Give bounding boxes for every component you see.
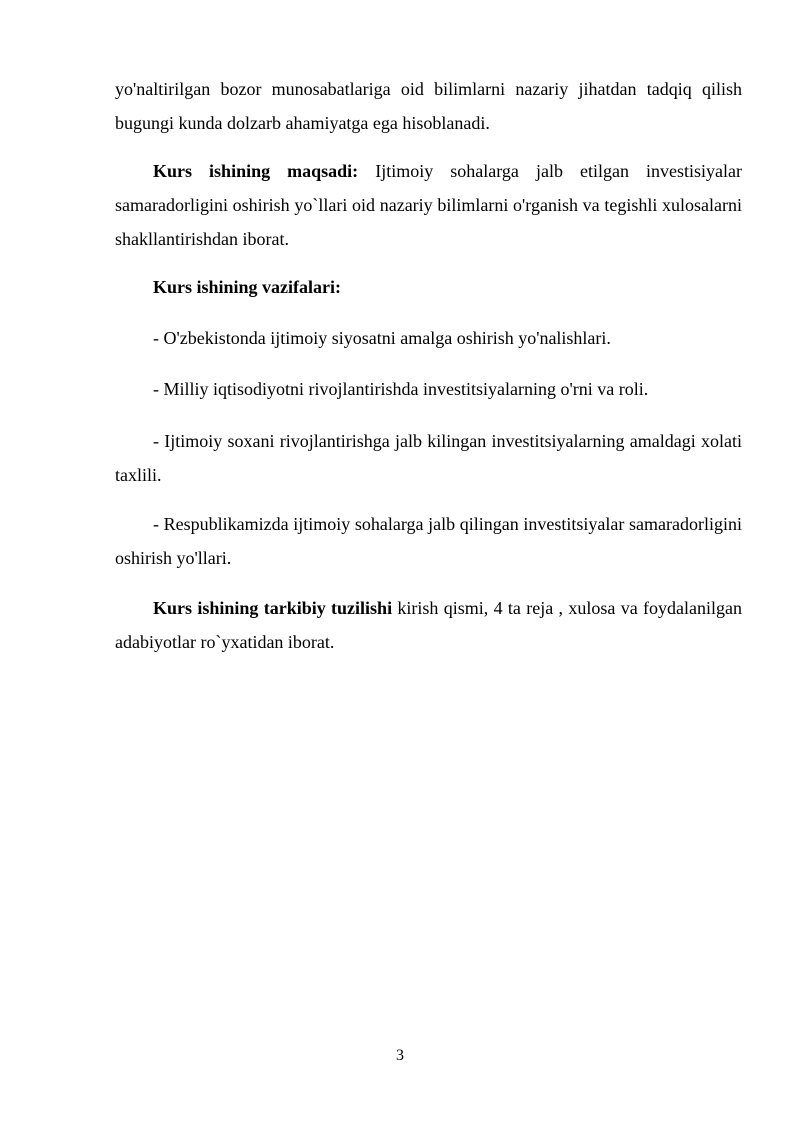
goal-paragraph: [115, 154, 742, 256]
task-item: - O'zbekistonda ijtimoiy siyosatni amalga oshirish yo'nalishlari.: [153, 328, 611, 348]
goal-label: Kurs ishining maqsadi:: [153, 161, 359, 181]
goal-text: Ijtimoiy sohalarga jalb etilgan investisiyalar samaradorligini oshirish yo`llari oid nazariy bilimlarni o'rganish va tegishli xulosalarni shakllantirishdan iborat.: [115, 161, 743, 249]
tasks-heading-label: Kurs ishining vazifalari:: [153, 277, 342, 297]
structure-label: Kurs ishining tarkibiy tuzilishi: [153, 598, 393, 618]
task-item: - Ijtimoiy soxani rivojlantirishga jalb kilingan investitsiyalarning amaldagi xolati taxlili.: [115, 431, 742, 485]
structure-text: kirish qismi, 4 ta reja , xulosa va foydalanilgan adabiyotlar ro`yxatidan iborat.: [115, 598, 742, 652]
task-item: - Respublikamizda ijtimoiy sohalarga jalb qilingan investitsiyalar samaradorligini oshirish yo'llari.: [115, 514, 742, 568]
tasks-heading: [115, 270, 742, 304]
page-number: 3: [396, 1047, 404, 1064]
structure-paragraph: [115, 591, 742, 659]
task-item: - Milliy iqtisodiyotni rivojlantirishda investitsiyalarning o'rni va roli.: [153, 379, 649, 399]
intro-paragraph: yo'naltirilgan bozor munosabatlariga oid bilimlarni nazariy jihatdan tadqiq qilish bugungi kunda dolzarb ahamiyatga ega hisoblanadi.: [115, 79, 742, 133]
